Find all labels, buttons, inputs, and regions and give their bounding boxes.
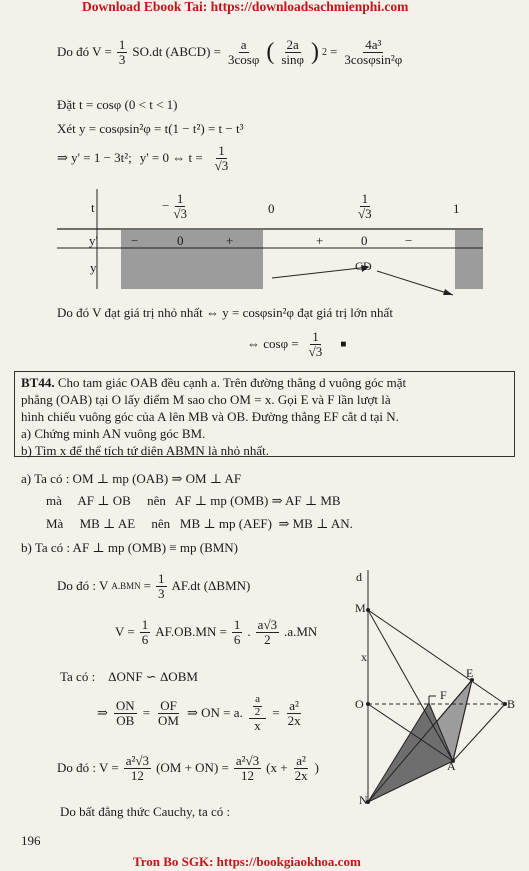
sign-1: − <box>131 233 139 248</box>
label-B: B <box>507 697 516 711</box>
text: SO.dt (ABCD) = <box>132 44 221 60</box>
sol-b-3: V = $\frac{1}{6}$ AF.OB.MN = $\frac{1}{6}$ . $\frac{a√3}{2}$ .a.MN <box>115 617 318 647</box>
row-label-t: t <box>91 200 95 215</box>
label-x: x <box>361 650 367 664</box>
label-E: E <box>466 666 474 680</box>
fraction: $\frac{2a}{\sin\varphi}$ <box>281 37 305 67</box>
header-link[interactable]: Download Ebook Tai: https://downloadsachmienphi.com <box>82 0 409 14</box>
question-a: a) Chứng minh AN vuông góc BM. <box>21 426 206 441</box>
zero-1: 0 <box>177 233 184 248</box>
fraction: $\frac{1}{3}$ <box>118 37 126 67</box>
page-number: 196 <box>21 833 41 848</box>
exercise-title: BT44. <box>21 375 55 390</box>
t-value-4: 1 <box>453 201 460 216</box>
question-b: b) Tìm x để thể tích tứ diện ABMN là nhỏ nhất. <box>21 443 269 458</box>
fraction: $\frac{1}{√3}$ <box>214 143 229 173</box>
label-N: N <box>359 793 368 807</box>
sol-b-5: ⇒ $\frac{ON}{OB}$ = $\frac{OF}{OM}$ ⇒ ON = a. $\frac{\frac{a}{2}}{x}$ = $\frac{\text{a²}}{2x}$ <box>97 693 301 734</box>
row-label-yp: y' <box>89 233 98 248</box>
exercise-line-1: BT44. Cho tam giác OAB đều cạnh a. Trên đường thẳng d vuông góc mặt <box>21 375 407 390</box>
formula-line-6: ⇔ cosφ = $\frac{1}{√3}$ ■ <box>247 329 347 359</box>
text-line-5: Do đó V đạt giá trị nhỏ nhất ⇔ y = cosφsin²φ đạt giá trị lớn nhất <box>57 305 393 320</box>
max-label: CĐ <box>355 259 372 273</box>
zero-2: 0 <box>361 233 368 248</box>
sol-b-2: Do đó : V A.BMN = $\frac{1}{3}$ AF.dt (ΔBMN) <box>57 571 251 601</box>
sol-b-4: Ta có : ΔONF ∽ ΔOBM <box>60 669 198 684</box>
sign-4: − <box>405 233 413 248</box>
label-O: O <box>355 697 364 711</box>
fraction: $\frac{a}{3\cos\varphi}$ <box>227 37 260 67</box>
sol-a-2: mà AF ⊥ OB nên AF ⊥ mp (OMB) ⇒ AF ⊥ MB <box>46 493 341 508</box>
t-value-1: − $\frac{1}{√3}$ <box>162 191 187 221</box>
sol-b-6: Do đó : V = $\frac{\text{a²√3}}{12}$ (OM + ON) = $\frac{\text{a²√3}}{12}$ (x + $\frac{\text{a²}}{2x}$ ) <box>57 753 319 783</box>
formula-line-4: ⇒ y' = 1 − 3t²; y' = 0 ⇔ t = $\frac{1}{√3}$ <box>57 143 229 173</box>
fraction: $\frac{\text{4a³}}{\text{3cosφsin²φ}}$ <box>344 37 403 67</box>
footer-link[interactable]: Tron Bo SGK: https://bookgiaokhoa.com <box>133 854 361 869</box>
sign-3: + <box>316 233 324 248</box>
t-value-2: 0 <box>268 201 275 216</box>
sol-b-1: b) Ta có : AF ⊥ mp (OMB) ≡ mp (BMN) <box>21 540 239 555</box>
exercise-line-2: phẳng (OAB) tại O lấy điểm M sao cho OM = x. Gọi E và F lần lượt là <box>21 392 391 407</box>
exercise-line-3: hình chiếu vuông góc của A lên MB và OB. Đường thẳng EF cắt d tại N. <box>21 409 399 424</box>
sol-a-3: Mà MB ⊥ AE nên MB ⊥ mp (AEF) ⇒ MB ⊥ AN. <box>46 516 353 531</box>
formula-line-1: Do đó V = $\frac{1}{3}$ SO.dt (ABCD) = $\frac{a}{3\cos\varphi}$ ( $\frac{2a}{\sin\varphi}$ ) 2 = $\frac{\text{4a³}}{\text{3cosφsin²φ}}$ <box>57 37 403 67</box>
text-line-3: Xét y = cosφsin²φ = t(1 − t²) = t − t³ <box>57 121 244 136</box>
sol-a-1: a) Ta có : OM ⊥ mp (OAB) ⇒ OM ⊥ AF <box>21 471 242 486</box>
text: Do đó V = <box>57 44 112 60</box>
label-F: F <box>440 688 447 702</box>
text-line-2: Đặt t = cosφ (0 < t < 1) <box>57 97 178 112</box>
label-A: A <box>447 759 456 773</box>
label-d: d <box>356 570 362 584</box>
sign-2: + <box>226 233 234 248</box>
t-value-3: $\frac{1}{√3}$ <box>358 191 372 221</box>
label-M: M <box>355 601 366 615</box>
row-label-y: y <box>90 260 97 275</box>
sol-b-7: Do bất đẳng thức Cauchy, ta có : <box>60 804 231 819</box>
